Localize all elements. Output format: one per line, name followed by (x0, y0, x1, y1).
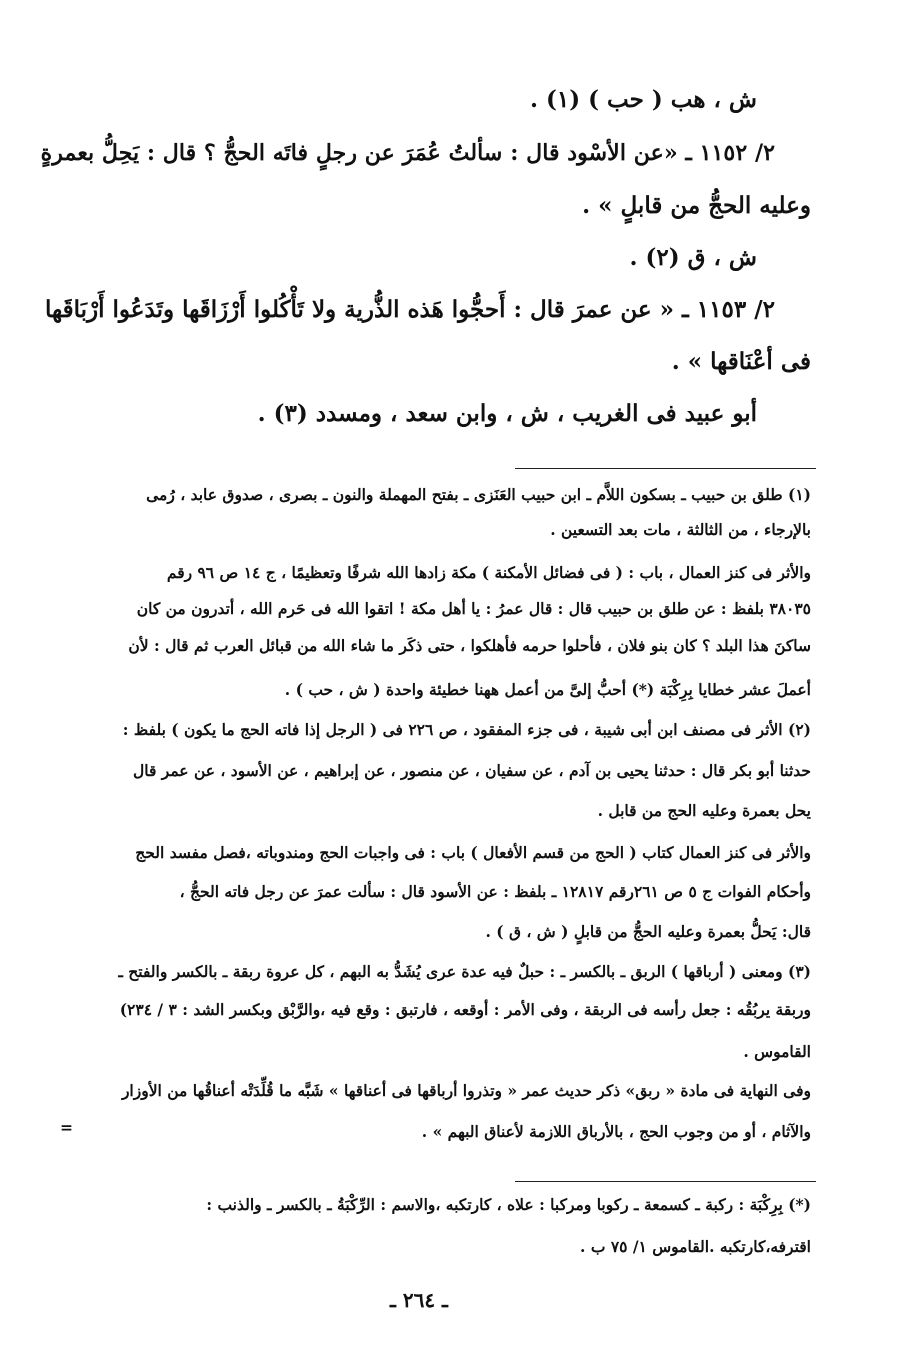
footnote-3-line-1: (٣) ومعنى ( أرباقها ) الربق ـ بالكسر ـ : حبلٌ فيه عدة عرى يُشَدُّ به البهم ، كل عروة ربقة ـ بالكسر والفتح ـ (118, 962, 811, 981)
footnote-2-line-6: قال: يَحلُّ بعمرة وعليه الحجُّ من قابلٍ ( ش ، ق ) . (485, 922, 811, 941)
footnote-1-line-3: والأثر فى كنز العمال ، باب : ( فى فضائل الأمكنة ) مكة زادها الله شرفًا وتعظيمًا ، ج ١٤ ص ٩٦ رقم (166, 563, 811, 582)
page-number: ـ ٢٦٤ ـ (390, 1288, 448, 1312)
footnote-3-line-2: وربقة يربُقُه : جعل رأسه فى الربقة ، وفى الأمر : أوقعه ، فارتبق : وقع فيه ،والرَّبْق وبكسر الشد : ٣ / ٢٣٤) (119, 1000, 811, 1019)
footnote-3-line-3: القاموس . (743, 1042, 811, 1061)
footnote-1-line-6: أعملَ عشر خطايا بِرِكْبَة (*) أحبُّ إلىَّ من أعمل ههنا خطيئة واحدة ( ش ، حب ) . (284, 680, 811, 699)
star-note-line-2: اقترفه،كارتكبه .القاموس ١/ ٧٥ ب . (580, 1237, 811, 1256)
footnote-2-line-1: (٢) الأثر فى مصنف ابن أبى شيبة ، فى جزء المفقود ، ص ٢٢٦ فى ( الرجل إذا فاته الحج ما يكون ) بلفظ : (122, 720, 811, 739)
footnote-2-line-4: والأثر فى كنز العمال كتاب ( الحج من قسم الأفعال ) باب : فى واجبات الحج ومندوباته ،فصل مفسد الحج (135, 843, 811, 862)
footnote-3-line-4: وفى النهاية فى مادة « ربق» ذكر حديث عمر « وتذروا أرباقها فى أعناقها » شَبَّه ما قُلِّدَتْه أعناقُها من الأوزار (121, 1081, 811, 1100)
footnote-3-line-5: والآثام ، أو من وجوب الحج ، بالأرباق اللازمة لأعناق البهم » . (421, 1122, 811, 1141)
main-line-2: ٢/ ١١٥٢ ـ «عن الأسْود قال : سألتُ عُمَرَ عن رجلٍ فاتَه الحجُّ ؟ قال : يَحِلُّ بعمرةٍ (40, 140, 775, 166)
star-note-line-1: (*) بِرِكْبَة : ركبة ـ كسمعة ـ ركوبا ومركبا : علاه ، كارتكبه ،والاسم : الرِّكْبَةُ ـ بالكسر ـ والذنب : (206, 1195, 811, 1214)
main-line-1: ش ، هب ( حب ) (١) . (530, 86, 757, 113)
footnote-2-line-3: يحل بعمرة وعليه الحج من قابل . (597, 801, 811, 820)
continuation-mark: = (60, 1118, 73, 1137)
footnote-1-line-2: بالإرجاء ، من الثالثة ، مات بعد التسعين . (550, 520, 811, 539)
footnote-2-line-5: وأحكام الفوات ج ٥ ص ٢٦١رقم ١٢٨١٧ ـ بلفظ : عن الأسود قال : سألت عمرَ عن رجل فاته الحجُّ ، (179, 882, 811, 901)
footnote-1-line-4: ٣٨٠٣٥ بلفظ : عن طلق بن حبيب قال : قال عمرُ : يا أهل مكة ! اتقوا الله فى حَرم الله ، أتدرون من كان (136, 599, 811, 618)
main-line-5: ٢/ ١١٥٣ ـ « عن عمرَ قال : أَحجُّوا هَذه الذُّرية ولا تَأْكُلوا أَرْزَاقَها وتَدَعُوا أَرْبَاقَها (44, 296, 775, 323)
footnote-1-line-5: ساكنَ هذا البلد ؟ كان بنو فلان ، فأحلوا حرمه فأهلكوا ، حتى ذكَر ما شاء الله من قبائل العرب ثم قال : لأن (128, 636, 811, 655)
footnote-divider (515, 468, 816, 469)
footnote-1-line-1: (١) طلق بن حبيب ـ بسكون اللاَّم ـ ابن حبيب العَنَزى ـ بفتح المهملة والنون ـ بصرى ، صدوق عابد ، رُمى (146, 485, 811, 504)
main-line-6: فى أعْنَاقها » . (671, 348, 811, 375)
main-line-4: ش ، ق (٢) . (629, 244, 757, 271)
main-line-7: أبو عبيد فى الغريب ، ش ، وابن سعد ، ومسدد (٣) . (257, 400, 757, 427)
star-note-divider (515, 1181, 816, 1182)
footnote-2-line-2: حدثنا أبو بكر قال : حدثنا يحيى بن آدم ، عن سفيان ، عن منصور ، عن إبراهيم ، عن الأسود ، عن عمر قال (133, 761, 811, 780)
main-line-3: وعليه الحجُّ من قابلٍ » . (582, 192, 811, 219)
